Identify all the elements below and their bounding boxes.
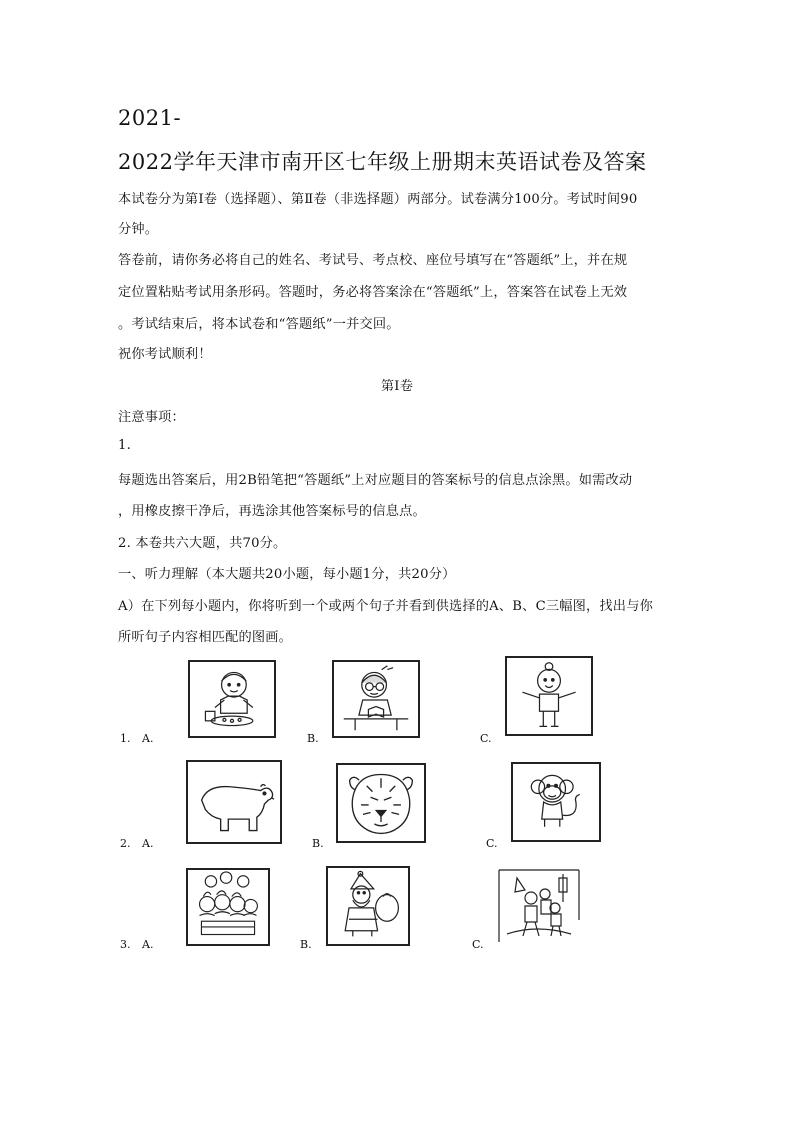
part-heading: 一、听力理解（本大题共20小题，每小题1分，共20分） <box>118 567 456 582</box>
option-label: B. <box>307 732 319 745</box>
tiger-icon <box>336 763 426 843</box>
option-label: A. <box>142 732 154 745</box>
notes-heading: 注意事项： <box>118 410 185 425</box>
option-label: C. <box>472 938 484 951</box>
note-number: 1. <box>118 438 131 453</box>
santa-claus-icon <box>326 866 410 946</box>
option-label: C. <box>480 732 492 745</box>
question-number: 2. <box>120 837 131 850</box>
intro-line: 本试卷分为第Ⅰ卷（选择题）、第Ⅱ卷（非选择题）两部分。试卷满分100分。考试时间90 <box>118 192 638 207</box>
question-number: 1. <box>120 732 131 745</box>
girl-waving-icon <box>505 656 593 736</box>
intro-line: 。考试结束后，将本试卷和“答题纸”一并交回。 <box>118 317 400 332</box>
instruction-line: 所听句子内容相匹配的图画。 <box>118 630 293 645</box>
option-label: B. <box>312 837 324 850</box>
page-title-line1: 2021- <box>118 106 182 130</box>
option-label: B. <box>300 938 312 951</box>
girl-reading-icon <box>332 660 420 738</box>
bear-icon <box>186 760 282 844</box>
girl-baking-icon <box>188 660 276 738</box>
section-heading: 第Ⅰ卷 <box>380 379 414 394</box>
children-party-icon <box>186 868 270 946</box>
option-label: A. <box>142 938 154 951</box>
note-line: 每题选出答案后，用2B铅笔把“答题纸”上对应题目的答案标号的信息点涂黑。如需改动 <box>118 473 633 488</box>
question-number: 3. <box>120 938 131 951</box>
option-label: C. <box>486 837 498 850</box>
family-celebration-icon <box>497 868 581 946</box>
intro-line: 答卷前，请你务必将自己的姓名、考试号、考点校、座位号填写在“答题纸”上，并在规 <box>118 253 628 268</box>
page-title-line2: 2022学年天津市南开区七年级上册期末英语试卷及答案 <box>118 150 647 174</box>
option-label: A. <box>142 837 154 850</box>
intro-line: 分钟。 <box>118 222 159 237</box>
note-line: 2. 本卷共六大题，共70分。 <box>118 536 287 551</box>
monkey-icon <box>511 762 601 842</box>
instruction-line: A）在下列每小题内，你将听到一个或两个句子并看到供选择的A、B、C三幅图，找出与你 <box>118 599 653 614</box>
good-luck-line: 祝你考试顺利！ <box>118 347 212 362</box>
note-line: ，用橡皮擦干净后，再选涂其他答案标号的信息点。 <box>118 504 426 519</box>
intro-line: 定位置粘贴考试用条形码。答题时，务必将答案涂在“答题纸”上，答案答在试卷上无效 <box>118 285 628 300</box>
